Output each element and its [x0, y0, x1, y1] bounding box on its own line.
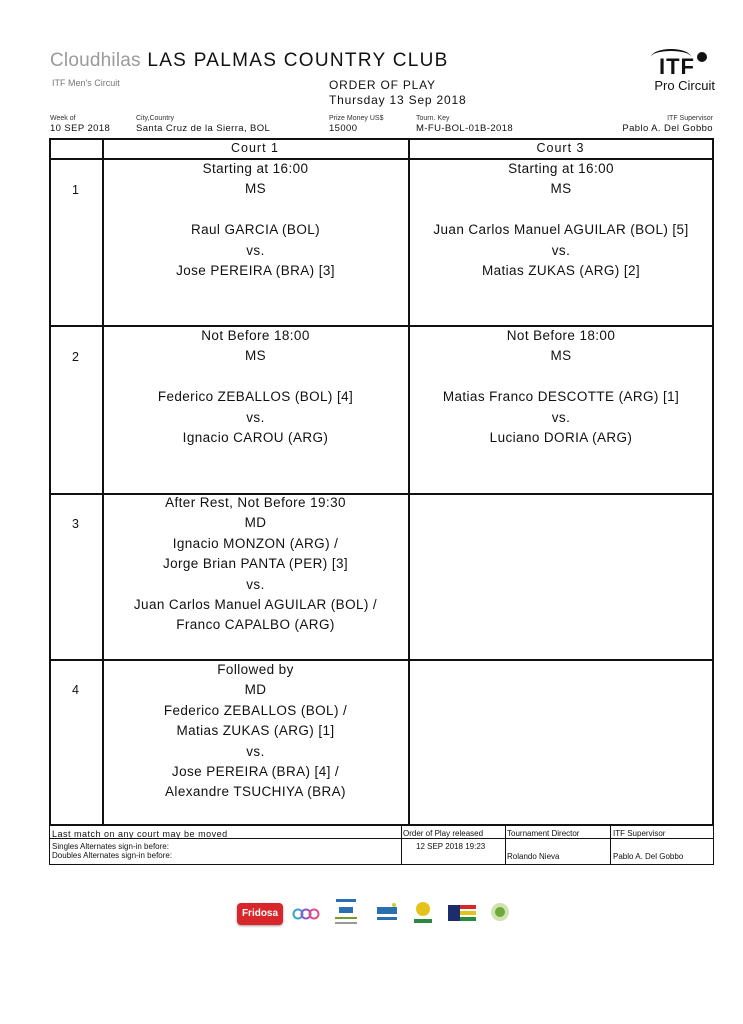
footer-vdiv-3	[610, 826, 611, 864]
supervisor-label: ITF Supervisor	[613, 829, 666, 838]
versus: vs.	[551, 409, 571, 425]
match-cell-r2-court1	[103, 326, 408, 448]
versus: vs.	[246, 743, 265, 759]
director-value: Rolando Nieva	[507, 852, 560, 861]
player-line: Juan Carlos Manuel AGUILAR (BOL) /	[133, 596, 378, 612]
match-time: After Rest, Not Before 19:30	[165, 495, 346, 510]
circuit-subtitle: ITF Men's Circuit	[52, 78, 120, 88]
court-3-header: Court 3	[536, 141, 585, 155]
itf-pro-circuit-logo-small	[375, 897, 399, 931]
cosat-logo	[412, 897, 434, 931]
player-line: Jorge Brian PANTA (PER) [3]	[162, 556, 349, 572]
player-line: Alexandre TSUCHIYA (BRA)	[165, 784, 346, 800]
last-match-note: Last match on any court may be moved	[52, 829, 228, 839]
match-event: MD	[244, 515, 267, 531]
itf-grand-slam-fund-logo	[333, 897, 359, 931]
player-line: Franco CAPALBO (ARG)	[176, 617, 335, 633]
player-line: Matias Franco DESCOTTE (ARG) [1]	[442, 389, 680, 405]
versus: vs.	[246, 409, 265, 425]
match-event: MS	[244, 181, 267, 197]
match-cell-r1-court1	[103, 159, 408, 281]
player-line: Federico ZEBALLOS (BOL) /	[163, 702, 348, 718]
supervisor-value: Pablo A. Del Gobbo	[613, 852, 684, 861]
order-of-play-heading	[329, 78, 466, 108]
match-event: MS	[550, 348, 572, 364]
bce-logo	[486, 897, 514, 931]
fridosa-logo: Fridosa	[237, 897, 283, 931]
order-label: ORDER OF PLAY	[329, 78, 436, 92]
tennis-ball-icon	[697, 52, 707, 62]
row-number-4: 4	[72, 683, 79, 697]
doubles-alternates: Doubles Alternates sign-in before:	[52, 851, 173, 860]
player-line: Raul GARCIA (BOL)	[190, 222, 321, 238]
match-event: MS	[244, 348, 267, 364]
page-title: Cloudhilas LAS PALMAS COUNTRY CLUB	[50, 50, 449, 71]
match-time: Not Before 18:00	[506, 328, 616, 343]
player-line: Matias ZUKAS (ARG) [2]	[481, 262, 641, 278]
match-time: Starting at 16:00	[202, 161, 309, 176]
row-number-2: 2	[72, 350, 79, 364]
itf-logo-arc	[651, 49, 691, 65]
court-1-header: Court 1	[231, 141, 279, 155]
match-event: MS	[550, 181, 572, 197]
week-field: Week of 10 SEP 2018	[50, 115, 111, 134]
player-line: Ignacio CAROU (ARG)	[182, 429, 329, 445]
player-line: Ignacio MONZON (ARG) /	[172, 535, 339, 551]
logo-pro-circuit-text: Pro Circuit	[654, 78, 715, 93]
footer-vdiv-2	[505, 826, 506, 864]
itf-supervisor-field: ITF Supervisor Pablo A. Del Gobbo	[622, 115, 713, 134]
released-label: Order of Play released	[403, 829, 484, 838]
player-line: Matias ZUKAS (ARG) [1]	[176, 723, 335, 739]
city-field: City,Country Santa Cruz de la Sierra, BOL	[136, 115, 271, 134]
match-cell-r2-court3	[409, 326, 713, 448]
match-time: Not Before 18:00	[201, 328, 310, 343]
match-cell-r1-court3	[409, 159, 713, 281]
row-number-1: 1	[72, 183, 79, 197]
released-value: 12 SEP 2018 19:23	[416, 842, 486, 851]
versus: vs.	[246, 576, 265, 592]
match-cell-r4-court1	[103, 660, 408, 803]
player-line: Jose PEREIRA (BRA) [4] /	[171, 763, 340, 779]
match-time: Followed by	[217, 662, 294, 677]
date-line: Thursday 13 Sep 2018	[329, 93, 467, 107]
febt-logo	[446, 897, 478, 931]
ccc-logo	[292, 897, 320, 931]
match-time: Starting at 16:00	[508, 161, 614, 176]
player-line: Federico ZEBALLOS (BOL) [4]	[157, 389, 354, 405]
director-label: Tournament Director	[507, 829, 580, 838]
player-line: Jose PEREIRA (BRA) [3]	[176, 262, 335, 278]
versus: vs.	[246, 242, 265, 258]
match-cell-r3-court1	[103, 493, 408, 636]
title-prefix: Cloudhilas	[50, 50, 141, 71]
itf-pro-circuit-logo	[615, 48, 715, 98]
logo-itf-text: ITF	[659, 54, 695, 79]
singles-alternates: Singles Alternates sign-in before:	[52, 842, 169, 851]
player-line: Juan Carlos Manuel AGUILAR (BOL) [5]	[433, 222, 689, 238]
player-line: Luciano DORIA (ARG)	[489, 429, 633, 445]
tournament-key-field: Tourn. Key M-FU-BOL-01B-2018	[416, 115, 514, 134]
match-event: MD	[244, 682, 267, 698]
prize-field: Prize Money US$ 15000	[329, 115, 384, 134]
versus: vs.	[551, 242, 571, 258]
footer-vdiv-1	[401, 826, 402, 864]
row-number-3: 3	[72, 517, 79, 531]
